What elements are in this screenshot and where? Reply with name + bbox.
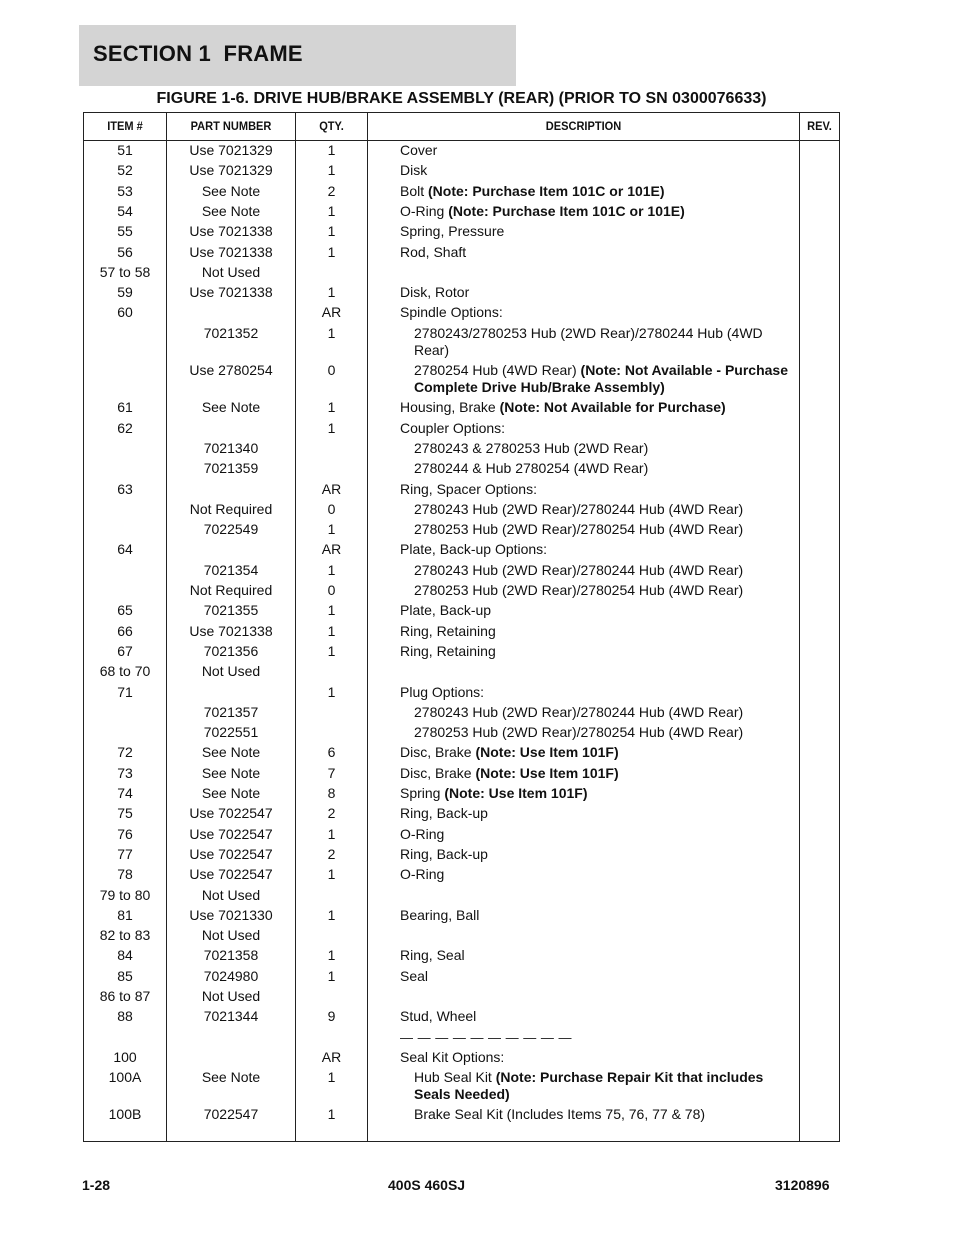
part-number: Use 7021338 xyxy=(189,284,273,301)
description xyxy=(400,183,800,200)
column-divider xyxy=(367,113,368,1141)
quantity: AR xyxy=(321,541,342,558)
header-rev: REV. xyxy=(807,119,832,133)
description xyxy=(414,1106,800,1123)
part-number: Not Used xyxy=(201,886,261,903)
part-number: See Note xyxy=(201,744,261,761)
description xyxy=(400,765,800,782)
quantity: 1 xyxy=(327,162,336,179)
description-text: Seal xyxy=(400,967,429,984)
description xyxy=(414,501,800,518)
description xyxy=(400,284,800,301)
quantity: 1 xyxy=(327,866,336,883)
item-number: 52 xyxy=(117,162,133,179)
item-number: 86 to 87 xyxy=(99,988,151,1004)
quantity: 6 xyxy=(327,744,336,761)
description-text: Ring, Back-up xyxy=(400,805,488,822)
description-text: Hub Seal Kit xyxy=(414,1068,496,1085)
part-number: Not Required xyxy=(189,500,273,517)
description-text: Ring, Back-up xyxy=(400,845,488,862)
description xyxy=(400,1049,800,1066)
description-text: O-Ring xyxy=(400,825,445,842)
part-number: See Note xyxy=(201,202,261,219)
description-text: Plate, Back-up Options: xyxy=(400,541,548,558)
item-number: 68 to 70 xyxy=(99,663,151,680)
description-note: (Note: Not Available for Purchase) xyxy=(499,399,726,416)
quantity: 1 xyxy=(327,683,336,700)
quantity: 1 xyxy=(327,202,336,219)
part-number: 7021340 xyxy=(203,439,259,456)
item-number: 51 xyxy=(117,142,133,158)
item-number: 55 xyxy=(117,223,133,240)
item-number: 77 xyxy=(117,845,133,862)
description xyxy=(414,724,800,741)
description-text: Bearing, Ball xyxy=(400,906,480,923)
quantity: 1 xyxy=(327,419,336,436)
item-number: 60 xyxy=(117,304,133,321)
item-number: 100A xyxy=(108,1068,142,1085)
part-number: Not Used xyxy=(201,988,261,1004)
part-number: Not Required xyxy=(189,582,273,598)
item-number: 85 xyxy=(117,967,133,984)
description-text: 2780243 Hub (2WD Rear)/2780244 Hub (4WD Rear) xyxy=(414,561,744,578)
section-banner xyxy=(79,25,516,86)
part-number: 7021359 xyxy=(203,460,259,477)
description xyxy=(414,460,800,477)
description-text: Rod, Shaft xyxy=(400,243,467,260)
description-text: 2780243 Hub (2WD Rear)/2780244 Hub (4WD Rear) xyxy=(414,703,744,720)
part-number: See Note xyxy=(201,1068,261,1085)
part-number: Use 7022547 xyxy=(189,845,273,862)
item-number: 88 xyxy=(117,1008,133,1025)
part-number: Use 7021338 xyxy=(189,622,273,639)
description-note: (Note: Purchase Item 101C or 101E) xyxy=(448,202,685,219)
description xyxy=(400,866,800,883)
description-note: (Note: Use Item 101F) xyxy=(444,785,588,801)
description-text: Ring, Seal xyxy=(400,947,465,964)
item-number: 73 xyxy=(117,764,133,781)
description xyxy=(400,420,800,437)
part-number: See Note xyxy=(201,785,261,801)
description-text: Disc, Brake xyxy=(400,764,476,781)
quantity: 1 xyxy=(327,1068,336,1085)
item-number: 78 xyxy=(117,866,133,883)
item-number: 67 xyxy=(117,642,133,659)
section-title: SECTION 1 FRAME xyxy=(93,41,303,66)
part-number: 7022547 xyxy=(203,1106,259,1123)
item-number: 56 xyxy=(117,243,133,260)
item-number: 66 xyxy=(117,622,133,639)
description-text: 2780243/2780253 Hub (2WD Rear)/2780244 Hub (4WD Rear) xyxy=(414,324,763,358)
description-text: Disc, Brake xyxy=(400,744,476,761)
item-number: 59 xyxy=(117,284,133,301)
description-text: Brake Seal Kit (Includes Items 75, 76, 77 & 78) xyxy=(414,1106,706,1123)
header-divider xyxy=(84,140,839,141)
description-text: Disk xyxy=(400,162,428,179)
item-number: 64 xyxy=(117,541,133,558)
description xyxy=(400,826,800,843)
description-text: Spring, Pressure xyxy=(400,223,505,240)
part-number: Use 7022547 xyxy=(189,866,273,883)
quantity: 1 xyxy=(327,561,336,578)
description xyxy=(400,602,800,619)
description xyxy=(400,623,800,640)
quantity: 1 xyxy=(327,947,336,964)
item-number: 100 xyxy=(113,1048,137,1065)
description xyxy=(400,805,800,822)
part-number: Use 7021338 xyxy=(189,223,273,240)
quantity: 1 xyxy=(327,324,336,341)
quantity: 1 xyxy=(327,243,336,260)
description-text: O-Ring xyxy=(400,202,449,219)
footer-page-number: 1-28 xyxy=(82,1177,111,1193)
description xyxy=(400,142,800,159)
description xyxy=(414,440,800,457)
description-text: Ring, Spacer Options: xyxy=(400,480,537,497)
description-text: Ring, Retaining xyxy=(400,622,496,639)
item-number: 82 to 83 xyxy=(99,927,151,944)
quantity: 1 xyxy=(327,642,336,659)
description xyxy=(400,223,800,240)
description-text: Coupler Options: xyxy=(400,419,506,436)
quantity: AR xyxy=(321,1048,342,1065)
quantity: 1 xyxy=(327,602,336,619)
description-note: (Note: Not Available - Purchase Complete Drive Hub/Brake Assembly) xyxy=(414,362,788,395)
description-text: 2780253 Hub (2WD Rear)/2780254 Hub (4WD Rear) xyxy=(414,521,744,538)
dash-divider: — — — — — — — — — — xyxy=(400,1029,573,1045)
part-number: 7021354 xyxy=(203,561,259,578)
quantity: 1 xyxy=(327,825,336,842)
part-number: Not Used xyxy=(201,263,261,280)
description-text: Spring xyxy=(400,785,445,801)
description xyxy=(400,162,800,179)
description xyxy=(400,541,800,558)
figure-title: FIGURE 1-6. DRIVE HUB/BRAKE ASSEMBLY (REAR) (PRIOR TO SN 0300076633) xyxy=(156,90,767,107)
item-number: 72 xyxy=(117,744,133,761)
item-number: 79 to 80 xyxy=(99,886,151,903)
item-number: 57 to 58 xyxy=(99,263,151,280)
item-number: 53 xyxy=(117,182,133,199)
description-note: (Note: Use Item 101F) xyxy=(475,764,619,781)
description-note: (Note: Purchase Repair Kit that includes Seals Needed) xyxy=(414,1068,764,1102)
item-number: 75 xyxy=(117,805,133,822)
description-text: Ring, Retaining xyxy=(400,642,496,659)
part-number: 7021344 xyxy=(203,1008,259,1025)
description xyxy=(400,968,800,985)
part-number: See Note xyxy=(201,182,261,199)
description xyxy=(400,643,800,660)
quantity: 2 xyxy=(327,805,336,822)
description xyxy=(414,362,800,396)
header-qty: QTY. xyxy=(319,119,344,133)
quantity: 1 xyxy=(327,223,336,240)
item-number: 84 xyxy=(117,947,133,964)
quantity: AR xyxy=(321,304,342,321)
description-text: 2780243 Hub (2WD Rear)/2780244 Hub (4WD Rear) xyxy=(414,500,744,517)
quantity: 1 xyxy=(327,142,336,158)
header-item: ITEM # xyxy=(107,119,143,133)
quantity: 2 xyxy=(327,845,336,862)
quantity: 7 xyxy=(327,764,336,781)
description-text: Disk, Rotor xyxy=(400,284,470,301)
quantity: 1 xyxy=(327,284,336,301)
part-number: Use 7022547 xyxy=(189,825,273,842)
header-description: DESCRIPTION xyxy=(545,119,622,133)
description xyxy=(400,744,800,761)
description xyxy=(414,325,800,359)
description-text: Plate, Back-up xyxy=(400,602,492,619)
quantity: 1 xyxy=(327,399,336,416)
description xyxy=(400,846,800,863)
part-number: Not Used xyxy=(201,663,261,680)
quantity: 8 xyxy=(327,785,336,801)
quantity: 0 xyxy=(327,582,336,598)
description xyxy=(414,521,800,538)
description xyxy=(414,582,800,599)
header-part-number: PART NUMBER xyxy=(190,119,272,133)
description-text: 2780253 Hub (2WD Rear)/2780254 Hub (4WD Rear) xyxy=(414,582,744,598)
quantity: 1 xyxy=(327,967,336,984)
description xyxy=(400,399,800,416)
part-number: Use 7021330 xyxy=(189,906,273,923)
quantity: 0 xyxy=(327,500,336,517)
quantity: 0 xyxy=(327,362,336,378)
part-number: Use 7021338 xyxy=(189,243,273,260)
description-text: 2780244 & Hub 2780254 (4WD Rear) xyxy=(414,460,649,477)
item-number: 62 xyxy=(117,419,133,436)
description xyxy=(400,785,800,802)
item-number: 100B xyxy=(108,1106,142,1123)
part-number: 7021355 xyxy=(203,602,259,619)
description-text: Stud, Wheel xyxy=(400,1008,477,1025)
part-number: Use 7021329 xyxy=(189,142,273,158)
part-number: 7021358 xyxy=(203,947,259,964)
footer-doc-number: 3120896 xyxy=(775,1177,830,1193)
part-number: See Note xyxy=(201,399,261,416)
description xyxy=(400,947,800,964)
description-text: Bolt xyxy=(400,182,429,199)
quantity: 1 xyxy=(327,906,336,923)
part-number: Use 7021329 xyxy=(189,162,273,179)
description-text: O-Ring xyxy=(400,866,445,883)
description-text: Seal Kit Options: xyxy=(400,1048,505,1065)
quantity: 1 xyxy=(327,622,336,639)
part-number: 7024980 xyxy=(203,967,259,984)
quantity: 2 xyxy=(327,182,336,199)
parts-table xyxy=(83,112,840,1142)
description-text: 2780253 Hub (2WD Rear)/2780254 Hub (4WD Rear) xyxy=(414,724,744,741)
part-number: Not Used xyxy=(201,927,261,944)
item-number: 61 xyxy=(117,399,133,416)
part-number: Use 2780254 xyxy=(189,362,273,378)
description xyxy=(400,244,800,261)
description xyxy=(414,562,800,579)
item-number: 63 xyxy=(117,480,133,497)
description-text: 2780254 Hub (4WD Rear) xyxy=(414,362,581,378)
description-text: Cover xyxy=(400,142,438,158)
item-number: 71 xyxy=(117,683,133,700)
description xyxy=(400,1008,800,1025)
description-text: Housing, Brake xyxy=(400,399,500,416)
item-number: 74 xyxy=(117,785,133,801)
part-number: 7021356 xyxy=(203,642,259,659)
footer-model: 400S 460SJ xyxy=(388,1177,466,1193)
part-number: 7021352 xyxy=(203,324,259,341)
quantity: 1 xyxy=(327,1106,336,1123)
part-number: 7021357 xyxy=(203,703,259,720)
description xyxy=(400,907,800,924)
quantity: 1 xyxy=(327,521,336,538)
description-note: (Note: Purchase Item 101C or 101E) xyxy=(428,182,665,199)
item-number: 65 xyxy=(117,602,133,619)
item-number: 54 xyxy=(117,202,133,219)
description-note: (Note: Use Item 101F) xyxy=(475,744,619,761)
part-number: See Note xyxy=(201,764,261,781)
description xyxy=(400,481,800,498)
item-number: 81 xyxy=(117,906,133,923)
description xyxy=(400,203,800,220)
part-number: 7022549 xyxy=(203,521,259,538)
description-text: 2780243 & 2780253 Hub (2WD Rear) xyxy=(414,439,649,456)
description-text: Plug Options: xyxy=(400,683,485,700)
quantity: 9 xyxy=(327,1008,336,1025)
description-text: Spindle Options: xyxy=(400,304,503,321)
part-number: Use 7022547 xyxy=(189,805,273,822)
description xyxy=(400,304,800,321)
description xyxy=(414,1069,800,1103)
item-number: 76 xyxy=(117,825,133,842)
description xyxy=(414,704,800,721)
part-number: 7022551 xyxy=(203,724,259,741)
quantity: AR xyxy=(321,480,342,497)
description xyxy=(400,684,800,701)
